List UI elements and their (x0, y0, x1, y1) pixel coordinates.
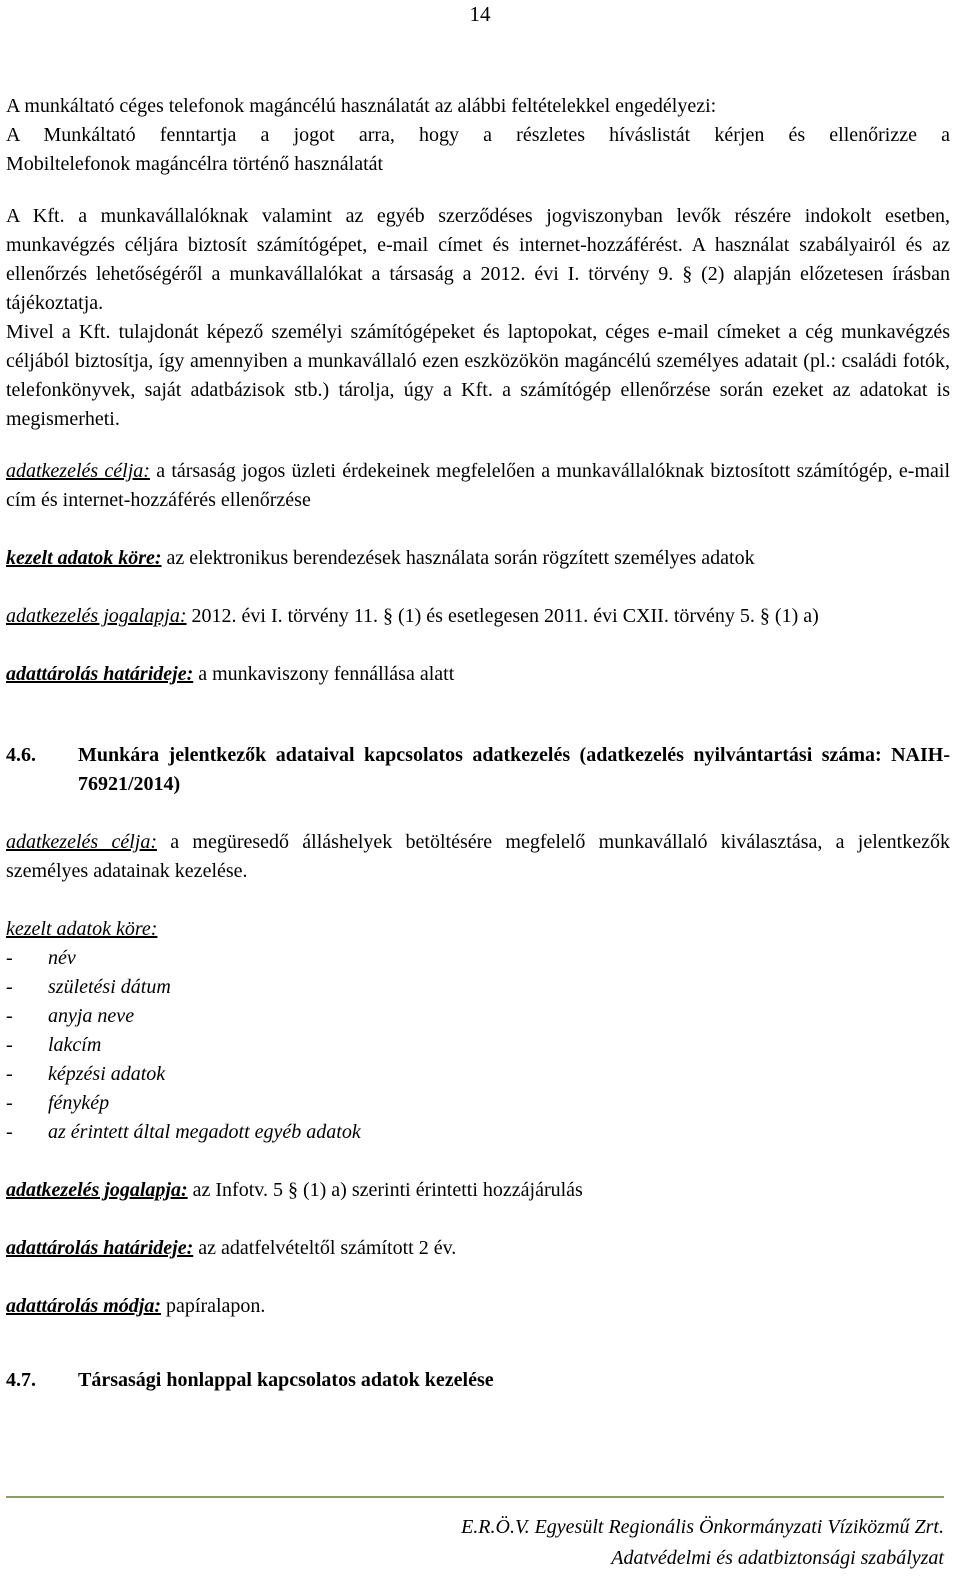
intro-line-3: Mobiltelefonok magáncélra történő használatát (6, 153, 384, 175)
s1-legal-basis (6, 602, 950, 631)
list-item: - képzési adatok (6, 1063, 166, 1085)
s1-retention (6, 660, 950, 689)
s1-scope (6, 544, 950, 573)
data-list (6, 944, 950, 1147)
section-number: 4.7. (6, 1369, 36, 1391)
s2-retention-label: adattárolás határideje: (6, 1237, 194, 1259)
s1-retention-label: adattárolás határideje: (6, 663, 194, 685)
footer-divider (6, 1496, 944, 1498)
s2-legal-basis (6, 1176, 950, 1205)
section-title: Társasági honlappal kapcsolatos adatok kezelése (78, 1369, 494, 1391)
section-heading-4-7 (6, 1366, 950, 1395)
intro-line-2: A Munkáltató fenntartja a jogot arra, hogy a részletes híváslistát kérjen és ellenőrizze a (6, 124, 950, 146)
s1-retention-text: a munkaviszony fennállása alatt (193, 663, 455, 685)
list-item: - név (6, 947, 76, 969)
s2-legal-basis-text: az Infotv. 5 § (1) a) szerinti érintetti hozzájárulás (187, 1179, 583, 1201)
document-body (6, 92, 950, 1395)
s2-storage-method-text: papíralapon. (161, 1295, 266, 1317)
section-title: Munkára jelentkezők adataival kapcsolatos adatkezelés (adatkezelés nyilvántartási száma: NAIH-76921/2014) (78, 744, 950, 795)
s1-legal-basis-text: 2012. évi I. törvény 11. § (1) és esetlegesen 2011. évi CXII. törvény 5. § (1) a) (186, 605, 819, 627)
page-number: 14 (469, 2, 491, 26)
paragraph-computers: A Kft. a munkavállalóknak valamint az egyéb szerződéses jogviszonyban levők részére indokolt esetben, munkavégzés céljára biztosít számítógépet, e-mail címet és internet-hozzáférést. A használat szabályairól és az ellenőrzés lehetőségéről a munkavállalókat a társaság a 2012. évi I. törvény 9. § (2) alapján előzetesen írásban tájékoztatja. (6, 205, 950, 314)
s2-purpose-label: adatkezelés célja: (6, 831, 157, 853)
s2-scope-label: kezelt adatok köre: (6, 918, 158, 940)
list-item: - születési dátum (6, 976, 171, 998)
page-footer (461, 1512, 944, 1574)
s2-scope (6, 915, 950, 944)
section-heading-4-6 (6, 741, 950, 799)
s2-purpose (6, 828, 950, 886)
list-item: - fénykép (6, 1092, 110, 1114)
list-item: - anyja neve (6, 1005, 135, 1027)
list-item: - lakcím (6, 1034, 102, 1056)
s2-purpose-text: a megüresedő álláshelyek betöltésére megfelelő munkavállaló kiválasztása, a jelentkezők személyes adatainak kezelése. (6, 831, 950, 882)
s1-purpose-text: a társaság jogos üzleti érdekeinek megfelelően a munkavállalóknak biztosított számítógép, e-mail cím és internet-hozzáférés ellenőrzése (6, 460, 951, 511)
footer-company: E.R.Ö.V. Egyesült Regionális Önkormányzati Víziközmű Zrt. (461, 1516, 944, 1538)
s2-storage-method (6, 1292, 950, 1321)
s1-purpose (6, 457, 950, 515)
paragraph-private-data: Mivel a Kft. tulajdonát képező személyi számítógépeket és laptopokat, céges e-mail címeket a cég munkavégzés céljából biztosítja, így amennyiben a munkavállaló ezen eszközökön magáncélú személyes adatait (pl.: családi fotók, telefonkönyvek, saját adatbázisok stb.) tárolja, úgy a Kft. a számítógép ellenőrzése során ezeket az adatokat is megismerheti. (6, 321, 950, 430)
s1-purpose-label: adatkezelés célja: (6, 460, 150, 482)
section-number: 4.6. (6, 744, 36, 766)
s1-legal-basis-label: adatkezelés jogalapja: (6, 605, 187, 627)
s1-scope-text: az elektronikus berendezések használata során rögzített személyes adatok (161, 547, 755, 569)
intro-line-1: A munkáltató céges telefonok magáncélú használatát az alábbi feltételekkel engedélyezi: (6, 95, 717, 117)
s1-scope-label: kezelt adatok köre: (6, 547, 162, 569)
s2-storage-method-label: adattárolás módja: (6, 1295, 162, 1317)
footer-document-title: Adatvédelmi és adatbiztonsági szabályzat (611, 1547, 944, 1569)
list-item: - az érintett által megadott egyéb adatok (6, 1121, 361, 1143)
s2-retention (6, 1234, 950, 1263)
s2-legal-basis-label: adatkezelés jogalapja: (6, 1179, 188, 1201)
s2-retention-text: az adatfelvételtől számított 2 év. (193, 1237, 457, 1259)
